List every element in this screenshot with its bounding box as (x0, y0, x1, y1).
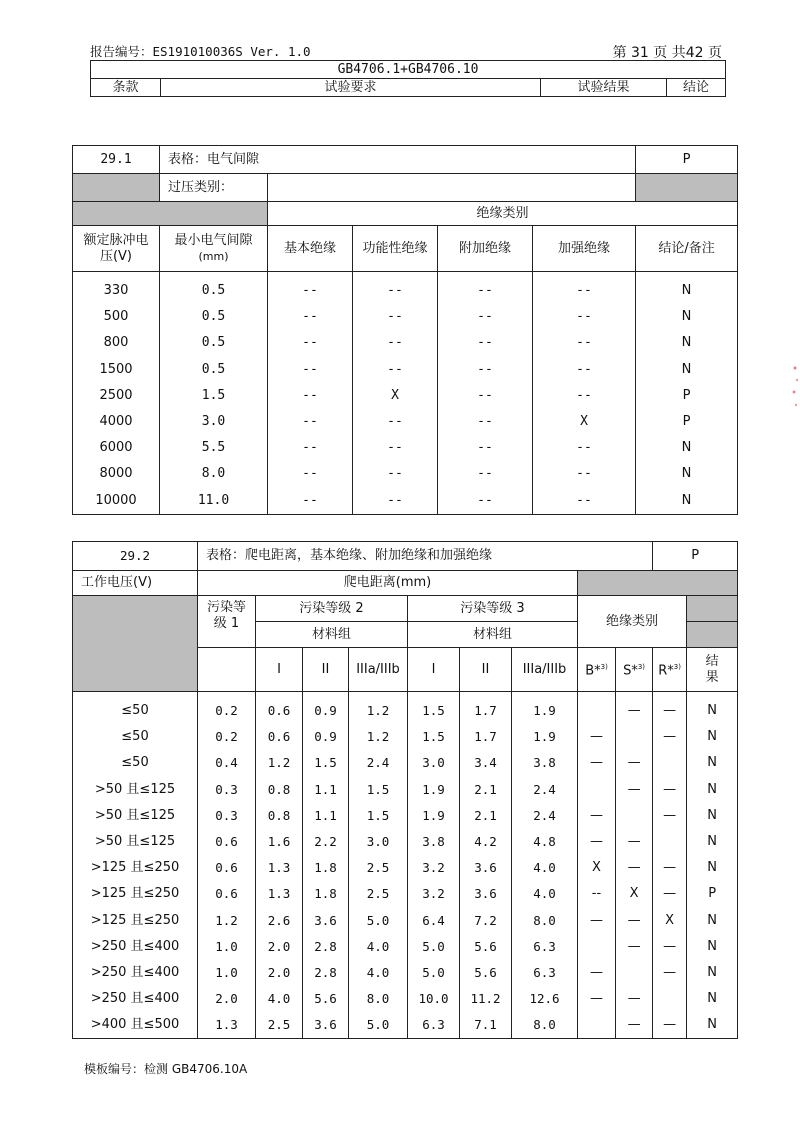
mg-ii: II (460, 648, 512, 692)
gray-cell (578, 571, 738, 596)
cell-pd1: 0.3 (198, 777, 256, 803)
cell-B: — (578, 986, 616, 1012)
cell-res: N (687, 934, 738, 960)
cell-pd1: 0.2 (198, 692, 256, 725)
col-requirement: 试验要求 (161, 79, 541, 97)
cell-res: N (687, 986, 738, 1012)
cell-c: 5.0 (349, 1012, 408, 1039)
cell-res: N (636, 461, 738, 487)
cell-mm: 11.0 (160, 488, 268, 515)
cell-B (578, 777, 616, 803)
cell-f: 8.0 (512, 1012, 578, 1039)
cell-pd1: 1.3 (198, 1012, 256, 1039)
cell-B: X (578, 855, 616, 881)
cell-res: N (687, 692, 738, 725)
cell-basic: -- (268, 383, 353, 409)
cell-f: 1.9 (512, 692, 578, 725)
cell-v: >250 且≤400 (73, 960, 198, 986)
cell-func: -- (353, 488, 438, 515)
cell-c: 4.0 (349, 960, 408, 986)
cell-S: — (616, 934, 653, 960)
cell-B: — (578, 724, 616, 750)
report-header-table (90, 60, 726, 97)
cell-v: 1500 (73, 357, 160, 383)
cell-supp: -- (438, 272, 533, 305)
table-row (73, 777, 738, 803)
cell-basic: -- (268, 435, 353, 461)
cell-e: 3.4 (460, 750, 512, 776)
cell-pd1: 0.2 (198, 724, 256, 750)
cell-e: 4.2 (460, 829, 512, 855)
cell-pd1: 1.2 (198, 908, 256, 934)
table-row (73, 881, 738, 907)
cell-f: 4.0 (512, 855, 578, 881)
gray-cell (73, 596, 198, 692)
cell-res: N (636, 488, 738, 515)
cell-d: 1.5 (408, 692, 460, 725)
cell-basic: -- (268, 330, 353, 356)
cell-supp: -- (438, 409, 533, 435)
cell-R: — (653, 855, 687, 881)
cell-b: 2.8 (303, 934, 349, 960)
cell-v: 10000 (73, 488, 160, 515)
cell-R: — (653, 1012, 687, 1039)
cell-v: >50 且≤125 (73, 777, 198, 803)
gray-cell (636, 174, 738, 202)
template-number: 模板编号：检测 GB4706.10A (84, 1062, 248, 1076)
cell-d: 6.4 (408, 908, 460, 934)
table-row (73, 1012, 738, 1039)
cell-mm: 0.5 (160, 272, 268, 305)
cell-S: X (616, 881, 653, 907)
col-verdict: 结论 (667, 79, 726, 97)
col-rated-impulse-voltage: 额定脉冲电 压(V) (73, 226, 160, 272)
cell-R: — (653, 881, 687, 907)
cell-basic: -- (268, 304, 353, 330)
cell-c: 4.0 (349, 934, 408, 960)
cell-res: N (687, 724, 738, 750)
table-row (73, 304, 738, 330)
cell-d: 10.0 (408, 986, 460, 1012)
col-supplementary: 附加绝缘 (438, 226, 533, 272)
cell-d: 1.9 (408, 803, 460, 829)
cell-res: N (687, 777, 738, 803)
cell-e: 11.2 (460, 986, 512, 1012)
table-row (73, 934, 738, 960)
gray-cell (687, 622, 738, 648)
standard-title: GB4706.1+GB4706.10 (91, 61, 726, 79)
cell-S: — (616, 986, 653, 1012)
table-row (73, 383, 738, 409)
cell-b: 1.1 (303, 777, 349, 803)
cell-B (578, 1012, 616, 1039)
cell-B (578, 934, 616, 960)
page-info: 第 31 页 共42 页 (612, 45, 722, 61)
cell-S: — (616, 855, 653, 881)
stamp-edge (790, 360, 800, 420)
overvoltage-label: 过压类别： (160, 174, 268, 202)
cell-c: 2.5 (349, 881, 408, 907)
creepage-header: 爬电距离(mm) (198, 571, 578, 596)
cell-supp: -- (438, 488, 533, 515)
cell-B: — (578, 803, 616, 829)
cell-a: 1.6 (256, 829, 303, 855)
cell-f: 2.4 (512, 803, 578, 829)
col-reinforced: 加强绝缘 (533, 226, 636, 272)
cell-S: — (616, 750, 653, 776)
cell-c: 1.2 (349, 692, 408, 725)
cell-pd1: 0.6 (198, 855, 256, 881)
ins-reinforced: R*$^{3)}$ (653, 648, 687, 692)
cell-a: 2.5 (256, 1012, 303, 1039)
cell-B: — (578, 750, 616, 776)
table-row (73, 409, 738, 435)
cell-b: 0.9 (303, 724, 349, 750)
table-row (73, 750, 738, 776)
cell-S: — (616, 829, 653, 855)
cell-res: N (687, 750, 738, 776)
overvoltage-value (268, 174, 636, 202)
cell-v: >125 且≤250 (73, 881, 198, 907)
cell-b: 3.6 (303, 908, 349, 934)
table-row (73, 724, 738, 750)
cell-v: >125 且≤250 (73, 908, 198, 934)
col-min-clearance: 最小电气间隙 (mm) (160, 226, 268, 272)
cell-reinf: -- (533, 383, 636, 409)
col-result: 试验结果 (541, 79, 667, 97)
cell-v: ≤50 (73, 692, 198, 725)
cell-v: >125 且≤250 (73, 855, 198, 881)
gray-cell (73, 202, 268, 226)
cell-a: 0.6 (256, 724, 303, 750)
col-remark: 结论/备注 (636, 226, 738, 272)
cell-d: 5.0 (408, 934, 460, 960)
table-row (73, 692, 738, 725)
cell-supp: -- (438, 304, 533, 330)
cell-e: 3.6 (460, 855, 512, 881)
cell-func: -- (353, 304, 438, 330)
cell-b: 2.2 (303, 829, 349, 855)
cell-reinf: -- (533, 330, 636, 356)
cell-b: 5.6 (303, 986, 349, 1012)
cell-v: 800 (73, 330, 160, 356)
cell-res: N (687, 960, 738, 986)
cell-v: >250 且≤400 (73, 986, 198, 1012)
cell-func: -- (353, 330, 438, 356)
clearance-table (72, 145, 738, 515)
cell-v: ≤50 (73, 724, 198, 750)
cell-B: — (578, 829, 616, 855)
cell-pd1: 1.0 (198, 960, 256, 986)
cell-d: 3.0 (408, 750, 460, 776)
cell-f: 4.0 (512, 881, 578, 907)
table-row (73, 272, 738, 305)
ins-basic: B*$^{3)}$ (578, 648, 616, 692)
cell-basic: -- (268, 488, 353, 515)
cell-v: >250 且≤400 (73, 934, 198, 960)
cell-supp: -- (438, 383, 533, 409)
cell-e: 3.6 (460, 881, 512, 907)
cell-e: 5.6 (460, 960, 512, 986)
cell-pd1: 0.3 (198, 803, 256, 829)
cell-v: >400 且≤500 (73, 1012, 198, 1039)
cell-reinf: -- (533, 435, 636, 461)
cell-reinf: X (533, 409, 636, 435)
table-row (73, 803, 738, 829)
cell-res: N (687, 803, 738, 829)
cell-v: ≤50 (73, 750, 198, 776)
cell-S: — (616, 1012, 653, 1039)
cell-f: 12.6 (512, 986, 578, 1012)
cell-mm: 8.0 (160, 461, 268, 487)
cell-pd1: 0.6 (198, 881, 256, 907)
cell-v: 8000 (73, 461, 160, 487)
cell-pd1: 2.0 (198, 986, 256, 1012)
cell-reinf: -- (533, 461, 636, 487)
cell-R: — (653, 777, 687, 803)
cell-R: — (653, 960, 687, 986)
cell-S (616, 724, 653, 750)
cell-b: 1.8 (303, 881, 349, 907)
cell-R (653, 829, 687, 855)
table1-verdict: P (636, 146, 738, 174)
cell-f: 6.3 (512, 960, 578, 986)
cell-R: — (653, 803, 687, 829)
cell-d: 5.0 (408, 960, 460, 986)
mg-iii: IIIa/IIIb (349, 648, 408, 692)
cell-b: 1.5 (303, 750, 349, 776)
cell-R (653, 986, 687, 1012)
table2-verdict: P (653, 542, 738, 571)
cell-res: P (636, 409, 738, 435)
cell-basic: -- (268, 409, 353, 435)
cell-B: -- (578, 881, 616, 907)
cell-R (653, 750, 687, 776)
cell-a: 2.6 (256, 908, 303, 934)
cell-e: 7.2 (460, 908, 512, 934)
cell-R: — (653, 724, 687, 750)
cell-S: — (616, 908, 653, 934)
cell-mm: 5.5 (160, 435, 268, 461)
cell-v: 330 (73, 272, 160, 305)
cell-func: -- (353, 357, 438, 383)
material-group-2: 材料组 (256, 622, 408, 648)
cell-a: 0.6 (256, 692, 303, 725)
cell-res: N (636, 330, 738, 356)
cell-e: 2.1 (460, 803, 512, 829)
cell-func: X (353, 383, 438, 409)
cell-c: 2.4 (349, 750, 408, 776)
cell-mm: 0.5 (160, 304, 268, 330)
insulation-type-header: 绝缘类别 (578, 596, 687, 648)
cell-basic: -- (268, 461, 353, 487)
cell-pd1: 0.6 (198, 829, 256, 855)
cell-func: -- (353, 272, 438, 305)
cell-supp: -- (438, 435, 533, 461)
cell-c: 2.5 (349, 855, 408, 881)
cell-c: 1.5 (349, 803, 408, 829)
cell-d: 3.2 (408, 881, 460, 907)
cell-e: 5.6 (460, 934, 512, 960)
cell-reinf: -- (533, 357, 636, 383)
cell-mm: 3.0 (160, 409, 268, 435)
cell-res: P (687, 881, 738, 907)
cell-res: N (687, 908, 738, 934)
table-row (73, 960, 738, 986)
cell-res: N (636, 357, 738, 383)
cell-c: 1.2 (349, 724, 408, 750)
cell-res: N (687, 1012, 738, 1039)
clause-29-1: 29.1 (73, 146, 160, 174)
cell-S (616, 803, 653, 829)
table-row (73, 461, 738, 487)
col-functional: 功能性绝缘 (353, 226, 438, 272)
table2-title: 表格：爬电距离，基本绝缘、附加绝缘和加强绝缘 (198, 542, 653, 571)
cell-f: 6.3 (512, 934, 578, 960)
cell-basic: -- (268, 357, 353, 383)
cell-d: 3.2 (408, 855, 460, 881)
cell-mm: 0.5 (160, 357, 268, 383)
cell-a: 1.3 (256, 881, 303, 907)
cell-S: — (616, 777, 653, 803)
cell-e: 2.1 (460, 777, 512, 803)
cell-c: 5.0 (349, 908, 408, 934)
cell-func: -- (353, 461, 438, 487)
insulation-type-header: 绝缘类别 (268, 202, 738, 226)
cell-res: N (636, 272, 738, 305)
cell-d: 6.3 (408, 1012, 460, 1039)
cell-supp: -- (438, 330, 533, 356)
report-number: 报告编号：ES191010036S Ver. 1.0 (90, 44, 311, 59)
cell-f: 1.9 (512, 724, 578, 750)
cell-f: 3.8 (512, 750, 578, 776)
cell-e: 1.7 (460, 724, 512, 750)
pd3-header: 污染等级 3 (408, 596, 578, 622)
cell-R: X (653, 908, 687, 934)
cell-mm: 1.5 (160, 383, 268, 409)
working-voltage-header: 工作电压(V) (73, 571, 198, 596)
cell-S: — (616, 692, 653, 725)
ins-supplementary: S*$^{3)}$ (616, 648, 653, 692)
cell-d: 3.8 (408, 829, 460, 855)
material-group-3: 材料组 (408, 622, 578, 648)
creepage-table (72, 541, 738, 1039)
cell-basic: -- (268, 272, 353, 305)
cell-reinf: -- (533, 488, 636, 515)
pd1-empty (198, 648, 256, 692)
pd1-header: 污染等 级 1 (198, 596, 256, 648)
cell-S (616, 960, 653, 986)
cell-c: 3.0 (349, 829, 408, 855)
cell-f: 8.0 (512, 908, 578, 934)
cell-d: 1.9 (408, 777, 460, 803)
mg-i: I (408, 648, 460, 692)
table-row (73, 488, 738, 515)
cell-supp: -- (438, 461, 533, 487)
table-row (73, 435, 738, 461)
cell-a: 1.2 (256, 750, 303, 776)
cell-b: 2.8 (303, 960, 349, 986)
cell-B: — (578, 908, 616, 934)
cell-res: P (636, 383, 738, 409)
table-row (73, 357, 738, 383)
cell-c: 1.5 (349, 777, 408, 803)
clause-29-2: 29.2 (73, 542, 198, 571)
cell-a: 0.8 (256, 777, 303, 803)
gray-cell (73, 174, 160, 202)
cell-c: 8.0 (349, 986, 408, 1012)
cell-res: N (687, 829, 738, 855)
cell-supp: -- (438, 357, 533, 383)
cell-B (578, 692, 616, 725)
gray-cell (687, 596, 738, 622)
cell-b: 1.1 (303, 803, 349, 829)
col-basic: 基本绝缘 (268, 226, 353, 272)
cell-b: 1.8 (303, 855, 349, 881)
cell-v: >50 且≤125 (73, 829, 198, 855)
cell-v: 4000 (73, 409, 160, 435)
cell-reinf: -- (533, 272, 636, 305)
pd2-header: 污染等级 2 (256, 596, 408, 622)
table-row (73, 908, 738, 934)
table-row (73, 330, 738, 356)
cell-func: -- (353, 409, 438, 435)
result-header: 结 果 (687, 648, 738, 692)
cell-f: 4.8 (512, 829, 578, 855)
cell-a: 2.0 (256, 960, 303, 986)
cell-b: 0.9 (303, 692, 349, 725)
cell-f: 2.4 (512, 777, 578, 803)
cell-v: 6000 (73, 435, 160, 461)
mg-iii: IIIa/IIIb (512, 648, 578, 692)
table-row (73, 855, 738, 881)
cell-a: 4.0 (256, 986, 303, 1012)
cell-e: 1.7 (460, 692, 512, 725)
cell-v: 2500 (73, 383, 160, 409)
cell-pd1: 1.0 (198, 934, 256, 960)
mg-i: I (256, 648, 303, 692)
cell-e: 7.1 (460, 1012, 512, 1039)
cell-B: — (578, 960, 616, 986)
cell-a: 1.3 (256, 855, 303, 881)
table1-title: 表格：电气间隙 (160, 146, 636, 174)
cell-v: >50 且≤125 (73, 803, 198, 829)
mg-ii: II (303, 648, 349, 692)
cell-reinf: -- (533, 304, 636, 330)
cell-mm: 0.5 (160, 330, 268, 356)
table-row (73, 986, 738, 1012)
cell-a: 0.8 (256, 803, 303, 829)
cell-b: 3.6 (303, 1012, 349, 1039)
cell-d: 1.5 (408, 724, 460, 750)
cell-pd1: 0.4 (198, 750, 256, 776)
cell-res: N (636, 435, 738, 461)
col-clause: 条款 (91, 79, 161, 97)
cell-R: — (653, 934, 687, 960)
cell-func: -- (353, 435, 438, 461)
cell-a: 2.0 (256, 934, 303, 960)
cell-res: N (687, 855, 738, 881)
cell-v: 500 (73, 304, 160, 330)
cell-res: N (636, 304, 738, 330)
cell-R: — (653, 692, 687, 725)
table-row (73, 829, 738, 855)
